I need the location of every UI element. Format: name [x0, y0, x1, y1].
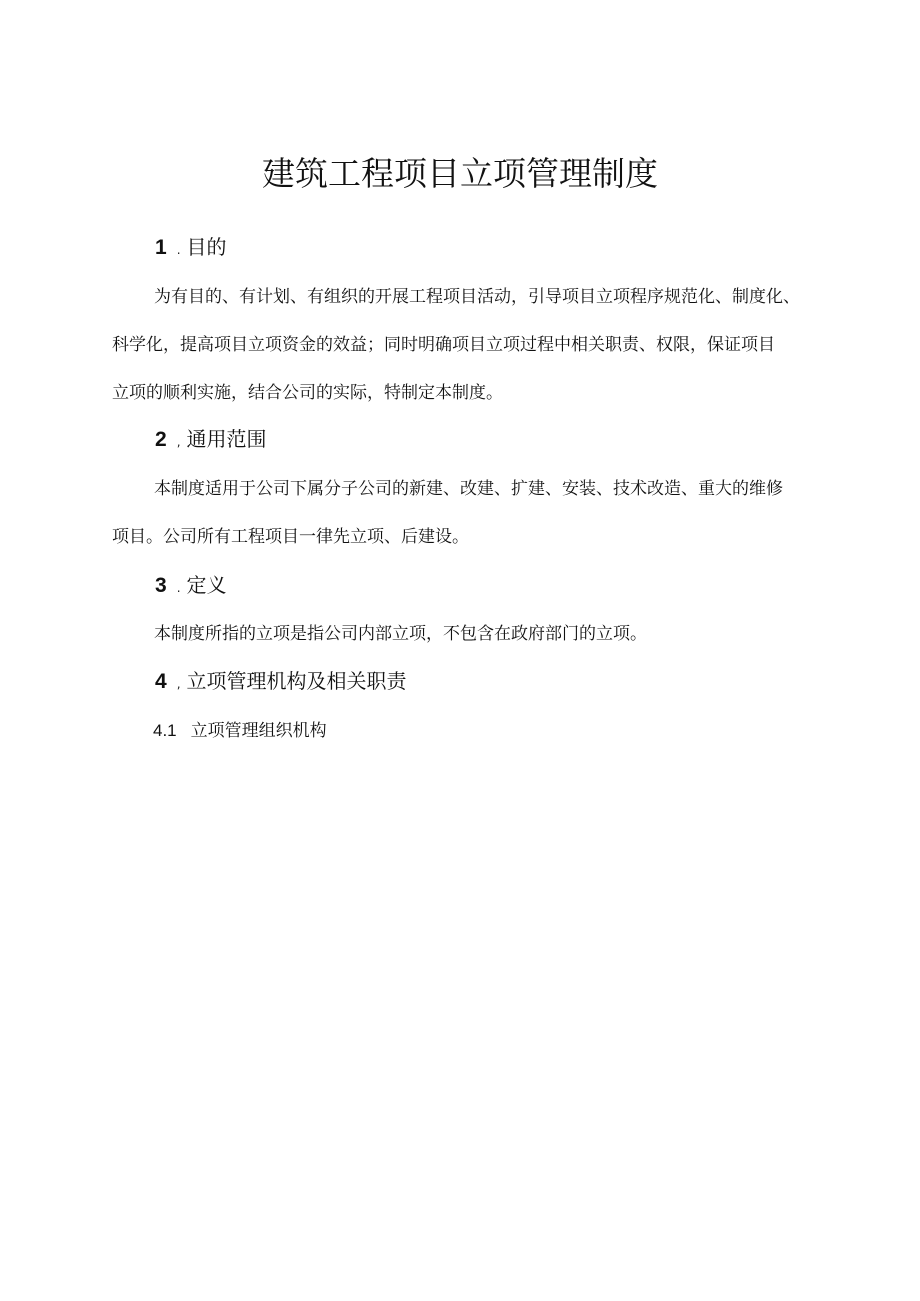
section-1-number: 1 [155, 236, 167, 259]
paragraph-line: 科学化，提高项目立项资金的效益；同时明确项目立项过程中相关职责、权限，保证项目 [112, 335, 775, 355]
document-title: 建筑工程项目立项管理制度 [262, 154, 658, 194]
paragraph-line: 为有目的、有计划、有组织的开展工程项目活动，引导项目立项程序规范化、制度化、 [154, 287, 800, 307]
paragraph-line: 本制度所指的立项是指公司内部立项，不包含在政府部门的立项。 [154, 624, 647, 644]
paragraph-line: 立项的顺利实施，结合公司的实际，特制定本制度。 [112, 383, 503, 403]
section-2-number: 2 [155, 428, 167, 451]
section-3-title: 定义 [186, 573, 227, 597]
section-3-heading [155, 571, 227, 602]
section-2-separator: , [176, 435, 181, 449]
section-2-heading [155, 425, 267, 456]
section-1-heading [155, 233, 227, 264]
paragraph-line: 本制度适用于公司下属分子公司的新建、改建、扩建、安装、技术改造、重大的维修 [154, 479, 783, 499]
subsection-4-1-title: 立项管理组织机构 [190, 721, 327, 741]
section-2-paragraph [112, 465, 832, 561]
section-1-separator: . [176, 243, 181, 257]
section-1-title: 目的 [186, 235, 227, 259]
section-4-number: 4 [155, 670, 167, 693]
section-3-separator: . [176, 581, 181, 595]
section-3-number: 3 [155, 574, 167, 597]
section-4-heading [155, 667, 407, 698]
section-4-title: 立项管理机构及相关职责 [186, 669, 407, 693]
section-4-separator: , [176, 677, 181, 691]
section-2-title: 通用范围 [186, 427, 267, 451]
paragraph-line: 项目。公司所有工程项目一律先立项、后建设。 [112, 527, 469, 547]
section-3-paragraph [112, 610, 832, 658]
subsection-4-1-number: 4.1 [153, 721, 177, 740]
subsection-4-1-heading [153, 717, 327, 745]
section-1-paragraph [112, 273, 832, 417]
